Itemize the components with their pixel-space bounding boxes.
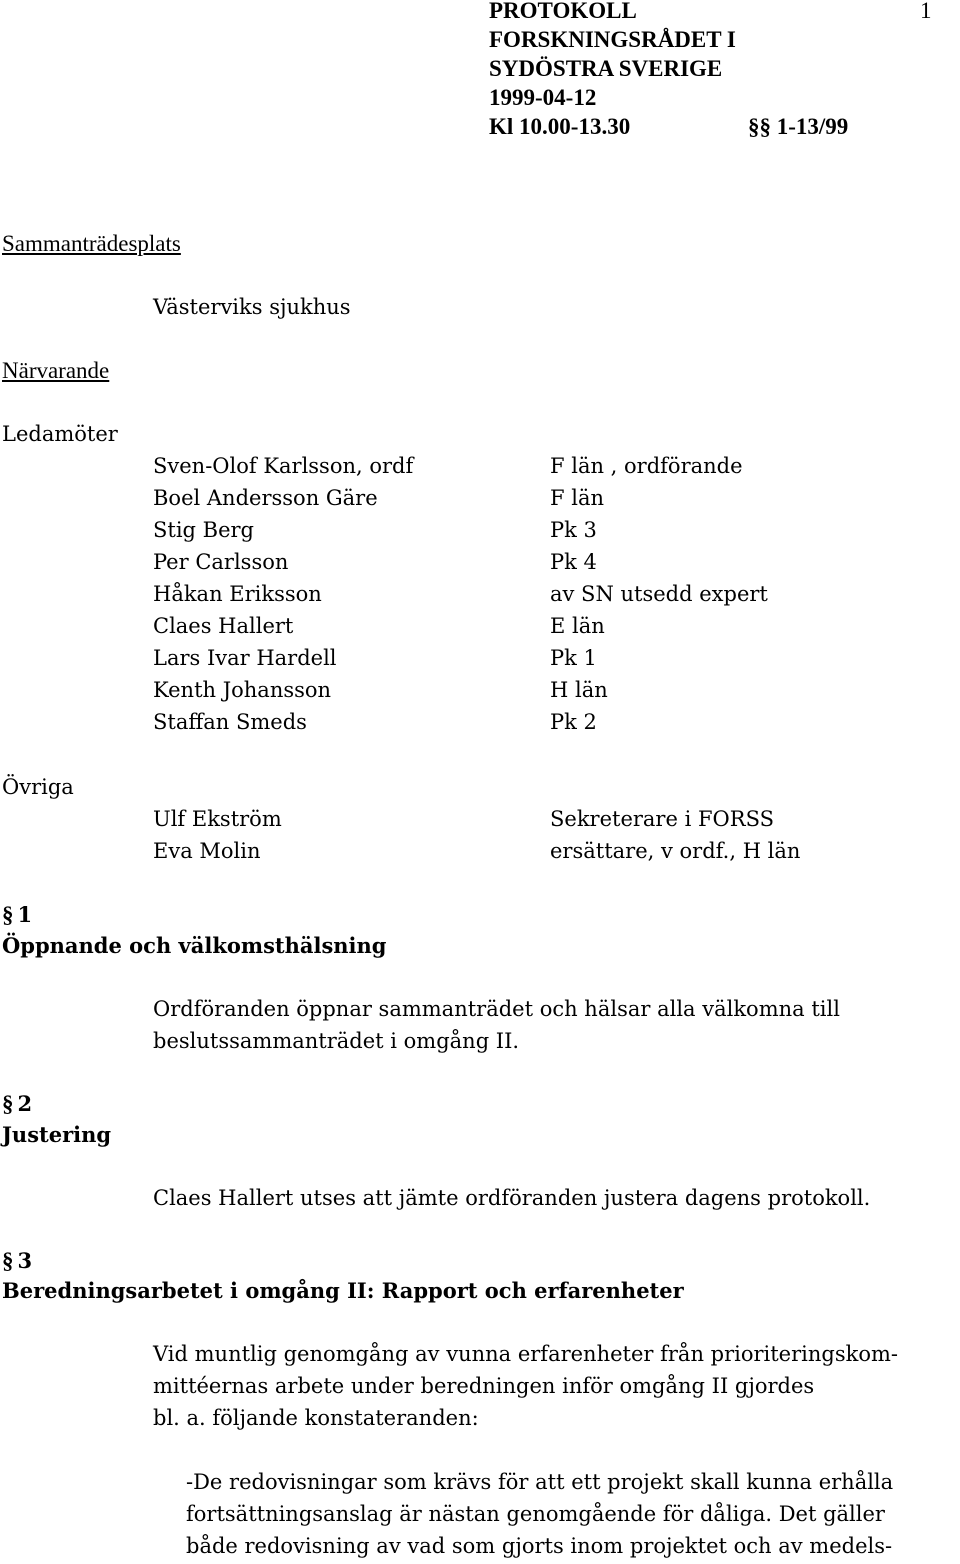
member-role: F län [550,486,605,510]
other-name: Ulf Ekström [153,807,282,831]
doc-type: PROTOKOLL [489,0,637,23]
member-name: Stig Berg [153,518,255,542]
section-text-line: mittéernas arbete under beredningen inför omgång II gjordes [153,1374,815,1398]
section-text-line: bl. a. följande konstateranden: [153,1406,479,1430]
section-range: §§ 1-13/99 [748,114,849,139]
section-heading-number [2,899,32,931]
member-role: av SN utsedd expert [550,582,768,606]
member-role: Pk 2 [550,710,597,734]
section-heading-number [2,1088,32,1120]
member-name: Håkan Eriksson [153,582,322,606]
bullet-text-line: både redovisning av vad som gjorts inom projektet och av medels- [186,1534,893,1558]
member-role: Pk 1 [550,646,597,670]
page-number: 1 [920,0,932,23]
member-name: Staffan Smeds [153,710,307,734]
venue-value: Västerviks sjukhus [153,295,351,319]
members-label: Ledamöter [2,422,118,446]
section-number: 2 [17,1091,33,1116]
member-role: F län , ordförande [550,454,743,478]
section-text-line: Ordföranden öppnar sammanträdet och hälsar alla välkomna till [153,997,840,1021]
member-name: Kenth Johansson [153,678,332,702]
member-role: E län [550,614,605,638]
org-line-2: SYDÖSTRA SVERIGE [489,56,723,81]
member-role: Pk 4 [550,550,597,574]
member-role: H län [550,678,608,702]
section-symbol: § [2,1248,14,1273]
section-text-line: beslutssammanträdet i omgång II. [153,1029,520,1053]
section-heading-number [2,1245,32,1277]
section-number: 1 [17,902,33,927]
bullet-text-line: fortsättningsanslag är nästan genomgående för dåliga. Det gäller [186,1502,885,1526]
section-number: 3 [17,1248,33,1273]
venue-label: Sammanträdesplats [2,231,181,256]
org-line-1: FORSKNINGSRÅDET I [489,27,736,52]
other-role: ersättare, v ordf., H län [550,839,801,863]
bullet-text-line: -De redovisningar som krävs för att ett projekt skall kunna erhålla [186,1470,894,1494]
section-title: Beredningsarbetet i omgång II: Rapport och erfarenheter [2,1278,684,1303]
member-role: Pk 3 [550,518,597,542]
member-name: Claes Hallert [153,614,294,638]
other-role: Sekreterare i FORSS [550,807,774,831]
member-name: Boel Andersson Gäre [153,486,378,510]
member-name: Lars Ivar Hardell [153,646,337,670]
section-text-line: Vid muntlig genomgång av vunna erfarenheter från prioriteringskom- [153,1342,898,1366]
other-name: Eva Molin [153,839,261,863]
member-name: Sven-Olof Karlsson, ordf [153,454,414,478]
meeting-date: 1999-04-12 [489,85,597,110]
member-name: Per Carlsson [153,550,289,574]
meeting-time: Kl 10.00-13.30 [489,114,631,139]
section-symbol: § [2,1091,14,1116]
section-text-line: Claes Hallert utses att jämte ordföranden justera dagens protokoll. [153,1186,871,1210]
section-title: Justering [2,1122,112,1147]
attendees-label: Närvarande [2,358,110,383]
others-label: Övriga [2,775,74,799]
section-symbol: § [2,902,14,927]
section-title: Öppnande och välkomsthälsning [2,933,387,958]
